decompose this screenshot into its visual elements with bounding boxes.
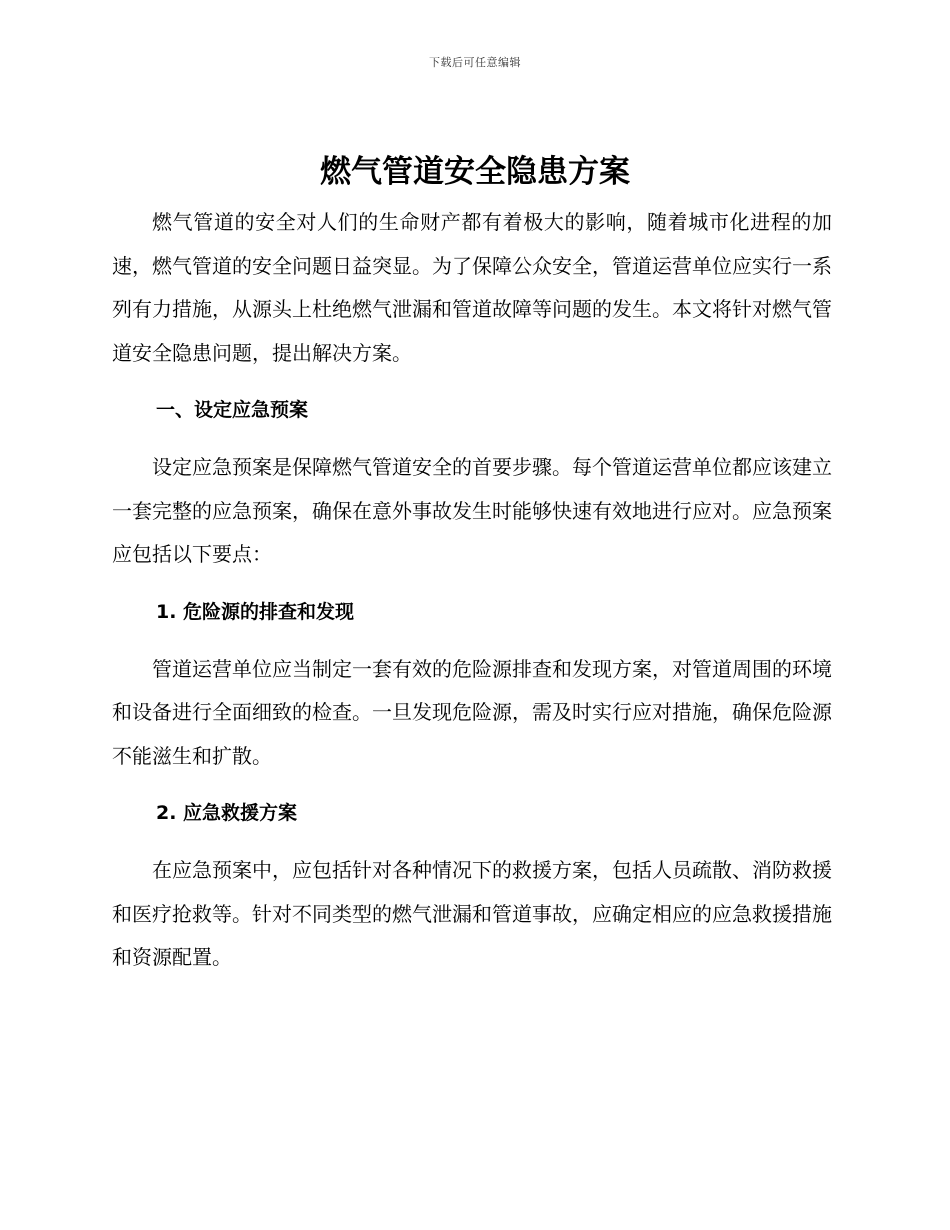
document-title: 燃气管道安全隐患方案 — [320, 154, 630, 190]
header-note: 下载后可任意编辑 — [429, 56, 521, 69]
section-heading-emergency-plan: 一、设定应急预案 — [156, 399, 309, 421]
subsection-paragraph-hazard-inspection: 管道运营单位应当制定一套有效的危险源排查和发现方案，对管道周围的环境和设备进行全面细致的检查。一旦发现危险源，需及时实行应对措施，确保危险源不能滋生和扩散。 — [112, 656, 832, 768]
section-paragraph-emergency-plan: 设定应急预案是保障燃气管道安全的首要步骤。每个管道运营单位都应该建立一套完整的应急预案，确保在意外事故发生时能够快速有效地进行应对。应急预案应包括以下要点： — [112, 455, 832, 566]
subsection-paragraph-rescue-plan: 在应急预案中，应包括针对各种情况下的救援方案，包括人员疏散、消防救援和医疗抢救等。针对不同类型的燃气泄漏和管道事故，应确定相应的应急救援措施和资源配置。 — [112, 858, 832, 969]
intro-paragraph: 燃气管道的安全对人们的生命财产都有着极大的影响，随着城市化进程的加速，燃气管道的安全问题日益突显。为了保障公众安全，管道运营单位应实行一系列有力措施，从源头上杜绝燃气泄漏和管道故障等问题的发生。本文将针对燃气管道安全隐患问题，提出解决方案。 — [112, 210, 832, 365]
document-body — [112, 201, 832, 980]
subsection-heading-rescue-plan: 2. 应急救援方案 — [156, 802, 298, 824]
subsection-heading-hazard-inspection: 1. 危险源的排查和发现 — [156, 600, 355, 623]
